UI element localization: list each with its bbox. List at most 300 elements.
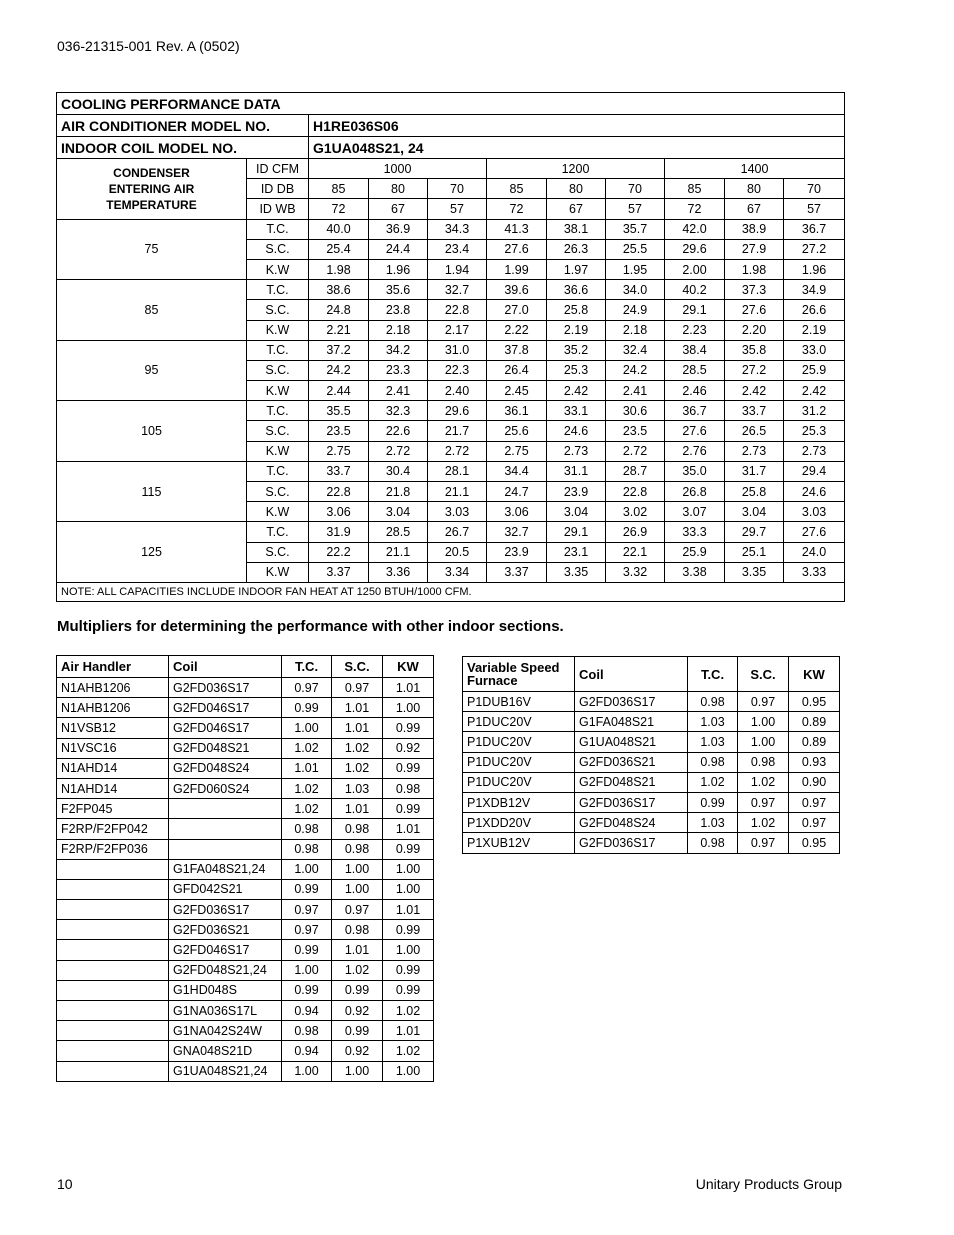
tc-multiplier: 0.98 [282,819,332,839]
metric-value: 26.9 [606,522,665,542]
metric-value: 3.06 [309,502,369,522]
metric-value: 2.41 [606,381,665,401]
table-row [463,813,840,833]
header-sc: S.C. [738,657,789,692]
metric-value: 33.3 [665,522,725,542]
unit-model [57,940,169,960]
metric-value: 3.04 [725,502,784,522]
unit-model: N1VSB12 [57,718,169,738]
metric-value: 3.35 [725,562,784,582]
metric-value: 3.04 [369,502,428,522]
metric-value: 3.04 [547,502,606,522]
metric-value: 3.03 [784,502,845,522]
metric-value: 22.8 [309,482,369,502]
metric-value: 3.38 [665,562,725,582]
unit-model: P1XDB12V [463,792,575,812]
coil-model: G2FD036S21 [169,920,282,940]
performance-row [57,219,845,239]
cfm-1200: 1200 [487,159,665,179]
metric-value: 2.20 [725,320,784,340]
unit-model: N1VSC16 [57,738,169,758]
metric-label: T.C. [247,219,309,239]
table-row [57,940,434,960]
unit-model: P1DUC20V [463,712,575,732]
condenser-temp: 95 [57,340,247,401]
metric-value: 22.8 [606,482,665,502]
kw-multiplier: 0.92 [383,738,434,758]
kw-multiplier: 1.01 [383,819,434,839]
metric-value: 27.6 [487,239,547,259]
metric-value: 35.2 [547,340,606,360]
table-row [57,980,434,1000]
metric-value: 31.0 [428,340,487,360]
unit-model [57,1001,169,1021]
metric-value: 36.9 [369,219,428,239]
header-sc: S.C. [332,656,383,678]
metric-value: 29.4 [784,461,845,481]
metric-value: 2.22 [487,320,547,340]
metric-value: 33.0 [784,340,845,360]
metric-value: 40.2 [665,280,725,300]
table-row [57,1021,434,1041]
metric-value: 38.9 [725,219,784,239]
metric-label: S.C. [247,239,309,259]
metric-value: 3.37 [309,562,369,582]
tc-multiplier: 0.99 [282,940,332,960]
performance-row [57,280,845,300]
metric-label: T.C. [247,340,309,360]
sc-multiplier: 1.02 [332,738,383,758]
metric-value: 2.18 [606,320,665,340]
unit-model: N1AHB1206 [57,698,169,718]
table-row [57,859,434,879]
coil-model: G1NA042S24W [169,1021,282,1041]
coil-model [169,819,282,839]
kw-multiplier: 0.99 [383,920,434,940]
cfm-1000: 1000 [309,159,487,179]
header-kw: KW [789,657,840,692]
kw-multiplier: 0.89 [789,712,840,732]
kw-multiplier: 0.95 [789,692,840,712]
metric-value: 38.6 [309,280,369,300]
metric-label: K.W [247,259,309,279]
metric-value: 2.44 [309,381,369,401]
wb-value: 67 [547,199,606,219]
cooling-title: COOLING PERFORMANCE DATA [57,93,845,115]
unit-model: P1DUC20V [463,772,575,792]
metric-value: 24.0 [784,542,845,562]
condenser-label-line: CONDENSER [113,165,190,180]
variable-speed-multipliers-table [462,656,840,854]
metric-value: 28.5 [665,360,725,380]
metric-value: 27.2 [725,360,784,380]
metric-value: 1.98 [309,259,369,279]
capacity-note: NOTE: ALL CAPACITIES INCLUDE INDOOR FAN HEAT AT 1250 BTUH/1000 CFM. [57,582,845,601]
tc-multiplier: 0.97 [282,920,332,940]
metric-value: 1.99 [487,259,547,279]
table-row [57,799,434,819]
metric-value: 3.34 [428,562,487,582]
sc-multiplier: 1.00 [738,712,789,732]
metric-value: 27.6 [725,300,784,320]
metric-value: 35.7 [606,219,665,239]
coil-model: G2FD046S17 [169,940,282,960]
kw-multiplier: 0.89 [789,732,840,752]
table-row [57,920,434,940]
unit-model: P1XDD20V [463,813,575,833]
wb-value: 57 [606,199,665,219]
metric-value: 33.7 [725,401,784,421]
metric-label: S.C. [247,542,309,562]
metric-value: 32.3 [369,401,428,421]
metric-value: 1.96 [784,259,845,279]
metric-value: 24.7 [487,482,547,502]
kw-multiplier: 1.02 [383,1041,434,1061]
tc-multiplier: 1.00 [282,1061,332,1081]
metric-value: 2.21 [309,320,369,340]
metric-value: 23.1 [547,542,606,562]
metric-value: 36.1 [487,401,547,421]
metric-value: 31.9 [309,522,369,542]
db-value: 70 [606,179,665,199]
coil-model: G2FD036S17 [575,692,688,712]
coil-model: G2FD046S17 [169,698,282,718]
table-row [57,1041,434,1061]
table-row [57,738,434,758]
unit-model: P1DUC20V [463,732,575,752]
kw-multiplier: 0.99 [383,960,434,980]
metric-value: 33.7 [309,461,369,481]
metric-label: T.C. [247,401,309,421]
wb-value: 72 [487,199,547,219]
metric-value: 3.06 [487,502,547,522]
kw-multiplier: 1.01 [383,900,434,920]
wb-value: 72 [309,199,369,219]
metric-value: 22.6 [369,421,428,441]
metric-value: 2.76 [665,441,725,461]
metric-value: 26.7 [428,522,487,542]
sc-multiplier: 1.01 [332,799,383,819]
coil-model: GFD042S21 [169,879,282,899]
metric-value: 31.1 [547,461,606,481]
tc-multiplier: 1.01 [282,758,332,778]
unit-model: N1AHD14 [57,778,169,798]
metric-value: 3.37 [487,562,547,582]
coil-model: G2FD048S21 [575,772,688,792]
metric-value: 21.1 [428,482,487,502]
metric-value: 32.7 [428,280,487,300]
kw-multiplier: 0.99 [383,758,434,778]
coil-model: G2FD036S17 [575,792,688,812]
metric-label: T.C. [247,461,309,481]
metric-value: 25.8 [547,300,606,320]
metric-label: T.C. [247,280,309,300]
metric-value: 27.6 [784,522,845,542]
metric-value: 21.1 [369,542,428,562]
condenser-temp: 75 [57,219,247,280]
coil-model: G2FD036S17 [169,900,282,920]
sc-multiplier: 0.97 [738,833,789,853]
metric-value: 29.6 [428,401,487,421]
sc-multiplier: 0.97 [332,678,383,698]
kw-multiplier: 0.95 [789,833,840,853]
unit-model [57,900,169,920]
kw-multiplier: 0.99 [383,839,434,859]
metric-value: 2.42 [725,381,784,401]
metric-label: S.C. [247,421,309,441]
coil-model: G2FD048S21,24 [169,960,282,980]
coil-model: G1FA048S21,24 [169,859,282,879]
kw-multiplier: 1.00 [383,698,434,718]
db-value: 80 [725,179,784,199]
table-row [57,678,434,698]
metric-value: 23.9 [547,482,606,502]
table-row [57,960,434,980]
sc-multiplier: 0.92 [332,1001,383,1021]
tc-multiplier: 1.03 [688,712,738,732]
tc-multiplier: 0.98 [688,692,738,712]
company-name: Unitary Products Group [695,1176,842,1192]
metric-value: 2.42 [547,381,606,401]
metric-label: K.W [247,502,309,522]
coil-model: G2FD046S17 [169,718,282,738]
sc-multiplier: 1.00 [738,732,789,752]
tc-multiplier: 1.02 [282,738,332,758]
metric-value: 35.8 [725,340,784,360]
metric-value: 39.6 [487,280,547,300]
tc-multiplier: 0.94 [282,1001,332,1021]
metric-value: 1.94 [428,259,487,279]
condenser-label-line: ENTERING AIR [108,181,195,196]
sc-multiplier: 0.98 [332,839,383,859]
metric-value: 1.96 [369,259,428,279]
metric-value: 26.6 [784,300,845,320]
metric-value: 24.4 [369,239,428,259]
db-value: 85 [309,179,369,199]
condenser-temp-label [57,159,247,220]
metric-value: 22.3 [428,360,487,380]
sc-multiplier: 0.99 [332,980,383,1000]
ac-model-value: H1RE036S06 [309,115,845,137]
unit-model [57,1041,169,1061]
metric-value: 25.5 [606,239,665,259]
metric-label: S.C. [247,482,309,502]
sc-multiplier: 0.97 [332,900,383,920]
metric-value: 2.19 [784,320,845,340]
metric-value: 24.2 [606,360,665,380]
tc-multiplier: 0.98 [688,752,738,772]
coil-model: G2FD060S24 [169,778,282,798]
header-tc: T.C. [282,656,332,678]
coil-model [169,839,282,859]
kw-multiplier: 1.00 [383,879,434,899]
metric-value: 2.73 [725,441,784,461]
sc-multiplier: 0.98 [332,920,383,940]
tc-multiplier: 0.98 [688,833,738,853]
kw-multiplier: 1.00 [383,859,434,879]
metric-value: 32.7 [487,522,547,542]
metric-value: 27.6 [665,421,725,441]
tc-multiplier: 0.98 [282,839,332,859]
metric-value: 23.5 [309,421,369,441]
metric-value: 2.00 [665,259,725,279]
tc-multiplier: 0.97 [282,900,332,920]
metric-value: 31.7 [725,461,784,481]
metric-value: 34.2 [369,340,428,360]
metric-value: 24.2 [309,360,369,380]
tc-multiplier: 0.99 [282,980,332,1000]
metric-value: 31.2 [784,401,845,421]
coil-model: G2FD036S17 [575,833,688,853]
metric-value: 37.2 [309,340,369,360]
metric-value: 25.4 [309,239,369,259]
metric-value: 24.9 [606,300,665,320]
unit-model: F2RP/F2FP036 [57,839,169,859]
metric-value: 38.4 [665,340,725,360]
metric-value: 25.9 [784,360,845,380]
unit-model: F2FP045 [57,799,169,819]
metric-value: 28.5 [369,522,428,542]
metric-label: S.C. [247,300,309,320]
metric-value: 30.6 [606,401,665,421]
metric-value: 22.8 [428,300,487,320]
unit-model: P1DUC20V [463,752,575,772]
coil-model: GNA048S21D [169,1041,282,1061]
header-coil: Coil [169,656,282,678]
metric-value: 1.97 [547,259,606,279]
wb-value: 57 [784,199,845,219]
metric-value: 2.75 [309,441,369,461]
table-row [463,732,840,752]
table-row [463,772,840,792]
kw-multiplier: 0.97 [789,813,840,833]
metric-value: 26.5 [725,421,784,441]
metric-value: 23.4 [428,239,487,259]
metric-value: 3.03 [428,502,487,522]
unit-model [57,960,169,980]
tc-multiplier: 0.99 [282,879,332,899]
coil-model: G2FD048S21 [169,738,282,758]
table-row [57,900,434,920]
table-row [57,698,434,718]
metric-value: 23.9 [487,542,547,562]
metric-value: 2.42 [784,381,845,401]
metric-value: 2.17 [428,320,487,340]
condenser-temp: 105 [57,401,247,462]
document-number: 036-21315-001 Rev. A (0502) [57,38,240,54]
sc-multiplier: 1.01 [332,940,383,960]
metric-value: 23.5 [606,421,665,441]
performance-row [57,401,845,421]
kw-multiplier: 1.02 [383,1001,434,1021]
wb-value: 57 [428,199,487,219]
metric-value: 34.4 [487,461,547,481]
wb-value: 67 [725,199,784,219]
metric-value: 25.1 [725,542,784,562]
tc-multiplier: 0.97 [282,678,332,698]
unit-model [57,920,169,940]
kw-multiplier: 1.00 [383,940,434,960]
sc-multiplier: 0.99 [332,1021,383,1041]
metric-value: 42.0 [665,219,725,239]
table-row [463,833,840,853]
metric-value: 25.3 [547,360,606,380]
metric-value: 34.0 [606,280,665,300]
metric-label: K.W [247,441,309,461]
metric-value: 2.19 [547,320,606,340]
metric-value: 3.32 [606,562,665,582]
metric-value: 26.4 [487,360,547,380]
kw-multiplier: 1.01 [383,1021,434,1041]
tc-multiplier: 0.99 [282,698,332,718]
kw-multiplier: 0.98 [383,778,434,798]
metric-value: 2.40 [428,381,487,401]
air-handler-multipliers-table [56,655,434,1082]
tc-multiplier: 0.98 [282,1021,332,1041]
metric-value: 26.3 [547,239,606,259]
metric-value: 27.9 [725,239,784,259]
metric-value: 23.3 [369,360,428,380]
coil-model-value: G1UA048S21, 24 [309,137,845,159]
performance-row [57,340,845,360]
coil-model: G2FD048S24 [169,758,282,778]
unit-model: F2RP/F2FP042 [57,819,169,839]
metric-value: 25.9 [665,542,725,562]
sc-multiplier: 0.98 [738,752,789,772]
table-row [57,1061,434,1081]
metric-value: 22.1 [606,542,665,562]
cfm-1400: 1400 [665,159,845,179]
sc-multiplier: 1.03 [332,778,383,798]
header-variable-speed-furnace: Variable Speed Furnace [463,657,575,692]
wb-value: 67 [369,199,428,219]
tc-multiplier: 1.03 [688,813,738,833]
metric-value: 29.6 [665,239,725,259]
condenser-label-line: TEMPERATURE [106,197,197,212]
unit-model: P1DUB16V [463,692,575,712]
db-value: 80 [369,179,428,199]
header-air-handler: Air Handler [57,656,169,678]
metric-value: 2.41 [369,381,428,401]
metric-label: K.W [247,562,309,582]
condenser-temp: 85 [57,280,247,341]
sc-multiplier: 1.02 [738,772,789,792]
kw-multiplier: 0.99 [383,980,434,1000]
performance-row [57,522,845,542]
condenser-temp: 125 [57,522,247,583]
tc-multiplier: 1.00 [282,859,332,879]
table-row [57,1001,434,1021]
metric-value: 24.8 [309,300,369,320]
metric-value: 2.73 [784,441,845,461]
tc-multiplier: 1.00 [282,960,332,980]
kw-multiplier: 1.01 [383,678,434,698]
db-value: 85 [487,179,547,199]
table-row [57,778,434,798]
header-coil: Coil [575,657,688,692]
metric-value: 27.2 [784,239,845,259]
coil-model: G1UA048S21 [575,732,688,752]
table-row [463,692,840,712]
sc-multiplier: 1.01 [332,718,383,738]
metric-value: 32.4 [606,340,665,360]
metric-label: K.W [247,320,309,340]
coil-model: G2FD036S17 [169,678,282,698]
tc-multiplier: 0.99 [688,792,738,812]
coil-model: G1NA036S17L [169,1001,282,1021]
unit-model [57,879,169,899]
metric-value: 35.6 [369,280,428,300]
